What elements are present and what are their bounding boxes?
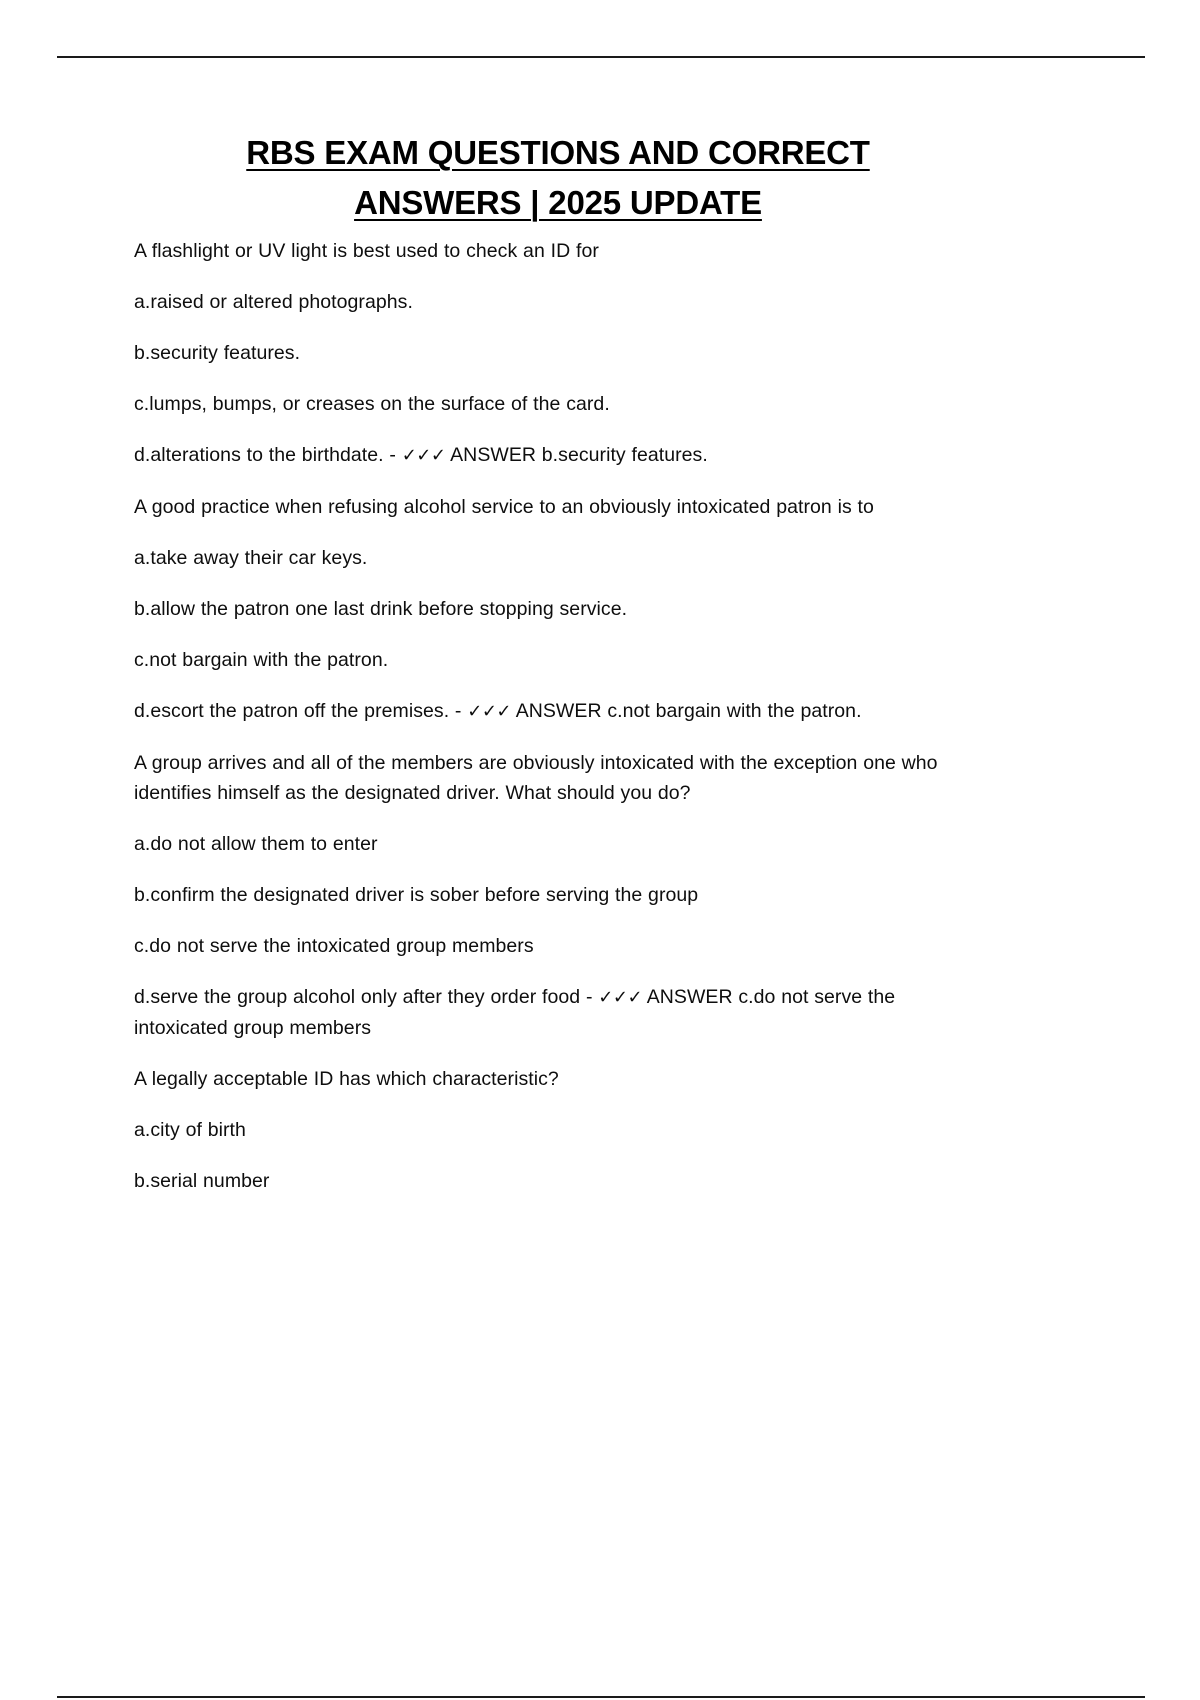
q2-option-c: c.not bargain with the patron. [134, 649, 389, 671]
page-title [134, 128, 982, 228]
page-top-rule [57, 56, 1145, 58]
q1-option-b: b.security features. [134, 342, 301, 364]
q2-stem: A good practice when refusing alcohol service to an obviously intoxicated patron is to [134, 496, 874, 518]
q3-option-d-answer-text-after: ANSWER c.do not serve the intoxicated group members [134, 986, 896, 1039]
q3-option-c: c.do not serve the intoxicated group members [134, 935, 534, 957]
check-mark-icon: ✓✓✓ [598, 987, 643, 1008]
q3-option-b: b.confirm the designated driver is sober before serving the group [134, 884, 699, 906]
page-title-line-2-text: ANSWERS | 2025 UPDATE [354, 184, 762, 221]
q1-option-d-answer-text-before: d.alterations to the birthdate. - [134, 444, 402, 466]
q2-option-d-answer [134, 696, 982, 727]
q1-option-a: a.raised or altered photographs. [134, 291, 413, 313]
page-title-line-1-text: RBS EXAM QUESTIONS AND CORRECT [246, 134, 870, 171]
document-body [134, 128, 982, 1196]
q1-stem: A flashlight or UV light is best used to check an ID for [134, 240, 599, 262]
q4-stem: A legally acceptable ID has which characteristic? [134, 1068, 559, 1090]
q2-option-d-answer-text-before: d.escort the patron off the premises. - [134, 700, 468, 722]
q4-option-a: a.city of birth [134, 1119, 246, 1141]
q1-option-c: c.lumps, bumps, or creases on the surface of the card. [134, 393, 610, 415]
q1-option-d-answer-text-after: ANSWER b.security features. [445, 444, 708, 466]
q3-option-d-answer [134, 982, 982, 1043]
check-mark-icon: ✓✓✓ [467, 701, 511, 722]
q2-option-b: b.allow the patron one last drink before stopping service. [134, 598, 628, 620]
question-block-list [134, 236, 982, 1196]
q2-option-d-answer-text-after: ANSWER c.not bargain with the patron. [511, 700, 862, 722]
q3-option-d-answer-text-before: d.serve the group alcohol only after they order food - [134, 986, 599, 1008]
page-bottom-rule [57, 1696, 1145, 1698]
page-title-line-2 [134, 178, 982, 228]
q4-option-b: b.serial number [134, 1170, 270, 1192]
q3-stem: A group arrives and all of the members are obviously intoxicated with the exception one who identifies himself as the designated driver. What should you do? [134, 752, 938, 804]
check-mark-icon: ✓✓✓ [401, 445, 446, 466]
q2-option-a: a.take away their car keys. [134, 547, 368, 569]
q3-option-a: a.do not allow them to enter [134, 833, 378, 855]
page-title-line-1 [134, 128, 982, 178]
q1-option-d-answer [134, 440, 982, 471]
